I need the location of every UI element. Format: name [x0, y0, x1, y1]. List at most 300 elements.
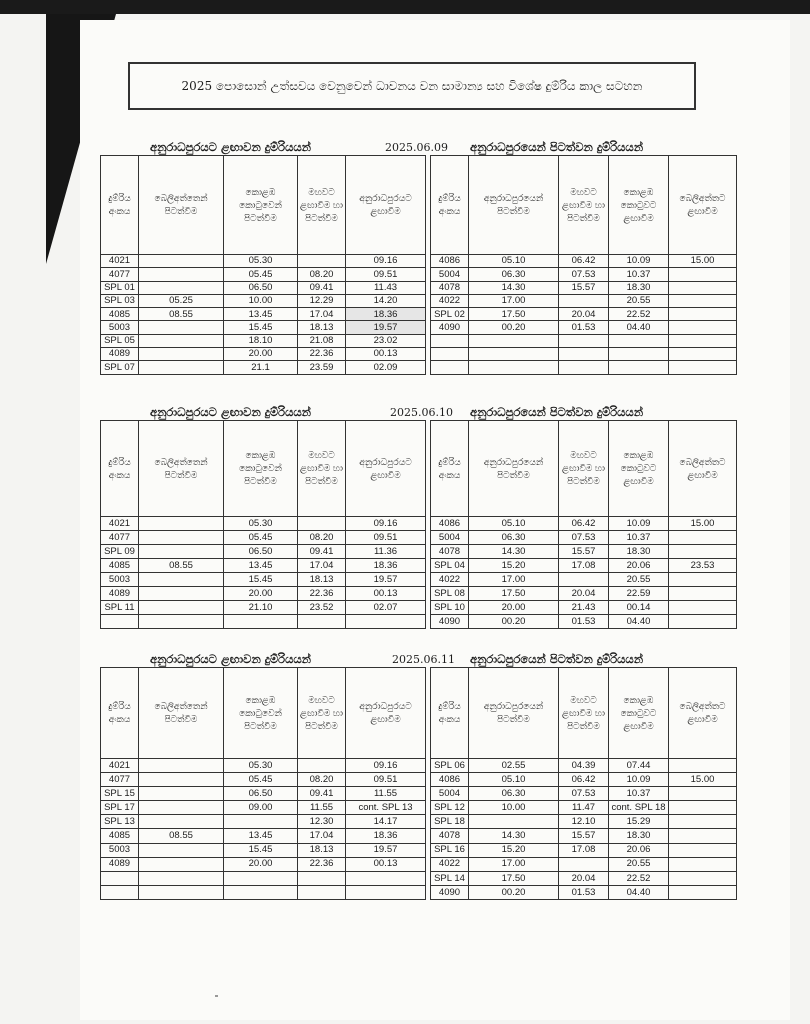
time-cell: 06.42	[559, 517, 609, 531]
time-cell	[139, 885, 224, 899]
time-cell	[298, 885, 346, 899]
time-cell: 04.40	[609, 885, 669, 899]
time-cell: 18.36	[346, 559, 426, 573]
time-cell	[298, 517, 346, 531]
time-cell	[669, 871, 737, 885]
time-cell: 07.53	[559, 531, 609, 545]
table-row	[101, 361, 426, 374]
time-cell: 09.16	[346, 759, 426, 773]
time-cell: 06.50	[224, 545, 298, 559]
time-cell	[669, 294, 737, 307]
time-cell: 23.59	[298, 361, 346, 374]
time-cell	[139, 321, 224, 334]
time-cell: 20.06	[609, 559, 669, 573]
time-cell: 15.00	[669, 773, 737, 787]
time-cell	[669, 615, 737, 629]
table-row	[431, 361, 737, 374]
time-cell: 17.00	[469, 294, 559, 307]
time-cell: 05.10	[469, 517, 559, 531]
table-row	[431, 255, 737, 268]
train-number-cell: 4089	[101, 348, 139, 361]
arrive-header-cell: දුම්රිය අංකය	[101, 668, 139, 759]
time-cell: 09.41	[298, 787, 346, 801]
time-cell: 20.00	[224, 587, 298, 601]
train-number-cell: SPL 14	[431, 871, 469, 885]
time-cell	[669, 321, 737, 334]
time-cell	[298, 255, 346, 268]
table-row	[101, 815, 426, 829]
train-number-cell: SPL 02	[431, 308, 469, 321]
train-number-cell: 5004	[431, 531, 469, 545]
train-number-cell: 4086	[431, 773, 469, 787]
time-cell: 14.20	[346, 294, 426, 307]
time-cell: 21.08	[298, 334, 346, 347]
table-row	[431, 268, 737, 281]
time-cell	[469, 815, 559, 829]
time-cell	[669, 815, 737, 829]
time-cell: 22.36	[298, 857, 346, 871]
depart-header-cell: කොළඹ කොටුවට ළඟාවීම	[609, 421, 669, 517]
time-cell: 21.43	[559, 601, 609, 615]
time-cell: 06.42	[559, 773, 609, 787]
table-row	[101, 587, 426, 601]
depart-header-cell: කොළඹ කොටුවට ළඟාවීම	[609, 156, 669, 255]
time-cell	[669, 587, 737, 601]
time-cell: 04.40	[609, 615, 669, 629]
time-cell	[669, 308, 737, 321]
arrive-header-cell: බෙලිඅත්තෙන් පිටත්වීම	[139, 421, 224, 517]
time-cell: 20.55	[609, 294, 669, 307]
time-cell	[139, 255, 224, 268]
time-cell: 07.44	[609, 759, 669, 773]
time-cell: 11.55	[346, 787, 426, 801]
time-cell: 00.20	[469, 321, 559, 334]
depart-header-cell: බෙලිඅත්තට ළඟාවීම	[669, 156, 737, 255]
train-number-cell: SPL 16	[431, 843, 469, 857]
time-cell	[139, 787, 224, 801]
time-cell: 10.37	[609, 268, 669, 281]
time-cell	[559, 361, 609, 374]
time-cell	[139, 587, 224, 601]
table-row	[101, 334, 426, 347]
time-cell	[559, 348, 609, 361]
time-cell: 10.37	[609, 531, 669, 545]
time-cell: 20.00	[224, 857, 298, 871]
table-row	[431, 773, 737, 787]
table-row	[431, 281, 737, 294]
time-cell: 02.09	[346, 361, 426, 374]
train-number-cell: 4090	[431, 615, 469, 629]
depart-header-cell: මහවට ළඟාවීම හා පිටත්වීම	[559, 421, 609, 517]
train-number-cell: 4086	[431, 517, 469, 531]
arrive-header-cell: මහවට ළඟාවීම හා පිටත්වීම	[298, 668, 346, 759]
time-cell: 04.39	[559, 759, 609, 773]
time-cell: 08.55	[139, 308, 224, 321]
time-cell	[609, 361, 669, 374]
time-cell: 20.04	[559, 871, 609, 885]
time-cell: 05.45	[224, 773, 298, 787]
table-row	[101, 531, 426, 545]
time-cell: 15.20	[469, 843, 559, 857]
time-cell	[669, 829, 737, 843]
table-row	[101, 885, 426, 899]
depart-table-2025.06.10	[430, 420, 737, 629]
train-number-cell	[431, 361, 469, 374]
time-cell	[224, 871, 298, 885]
time-cell: 15.45	[224, 843, 298, 857]
time-cell: 12.30	[298, 815, 346, 829]
train-number-cell: 4086	[431, 255, 469, 268]
time-cell: 08.20	[298, 531, 346, 545]
table-row	[101, 871, 426, 885]
time-cell: 17.08	[559, 843, 609, 857]
time-cell: 10.09	[609, 517, 669, 531]
time-cell: 15.29	[609, 815, 669, 829]
train-number-cell: 5003	[101, 321, 139, 334]
time-cell: 20.55	[609, 573, 669, 587]
time-cell	[669, 801, 737, 815]
time-cell	[669, 334, 737, 347]
arrive-header-cell: කොළඹ කොටුවෙන් පිටත්වීම	[224, 156, 298, 255]
arrive-header-cell: බෙලිඅත්තෙන් පිටත්වීම	[139, 668, 224, 759]
time-cell: 17.04	[298, 829, 346, 843]
table-row	[431, 334, 737, 347]
time-cell: 17.50	[469, 308, 559, 321]
time-cell	[669, 787, 737, 801]
arrive-header-cell: බෙලිඅත්තෙන් පිටත්වීම	[139, 156, 224, 255]
time-cell: 20.04	[559, 587, 609, 601]
time-cell: 05.25	[139, 294, 224, 307]
time-cell: 22.36	[298, 587, 346, 601]
table-row	[431, 545, 737, 559]
arrive-table-2025.06.11	[100, 667, 426, 900]
time-cell	[669, 843, 737, 857]
time-cell	[139, 334, 224, 347]
time-cell: 00.20	[469, 885, 559, 899]
train-number-cell: 5003	[101, 573, 139, 587]
train-number-cell: 4089	[101, 587, 139, 601]
time-cell: 20.55	[609, 857, 669, 871]
time-cell: 05.45	[224, 268, 298, 281]
time-cell: 17.00	[469, 573, 559, 587]
time-cell	[298, 871, 346, 885]
time-cell: 06.30	[469, 268, 559, 281]
depart-header-cell: මහවට ළඟාවීම හා පිටත්වීම	[559, 668, 609, 759]
time-cell: 10.09	[609, 255, 669, 268]
train-number-cell: 4078	[431, 545, 469, 559]
arrive-header-cell: අනුරාධපුරයට ළඟාවීම	[346, 668, 426, 759]
train-number-cell: 5004	[431, 268, 469, 281]
table-row	[431, 587, 737, 601]
time-cell	[139, 531, 224, 545]
table-row	[431, 294, 737, 307]
time-cell	[298, 759, 346, 773]
table-row	[101, 829, 426, 843]
table-row	[101, 281, 426, 294]
train-number-cell: 5004	[431, 787, 469, 801]
time-cell	[609, 348, 669, 361]
time-cell: 23.53	[669, 559, 737, 573]
time-cell: 15.57	[559, 545, 609, 559]
depart-heading: අනුරාධපුරයෙන් පිටත්වන දුම්රියයන්	[470, 405, 644, 419]
train-number-cell: 4077	[101, 268, 139, 281]
time-cell: 08.20	[298, 773, 346, 787]
train-number-cell: SPL 18	[431, 815, 469, 829]
train-number-cell: SPL 03	[101, 294, 139, 307]
time-cell	[669, 348, 737, 361]
time-cell: 13.45	[224, 829, 298, 843]
time-cell: 15.20	[469, 559, 559, 573]
table-row	[431, 615, 737, 629]
time-cell: 11.47	[559, 801, 609, 815]
time-cell: 13.45	[224, 559, 298, 573]
time-cell: 11.36	[346, 545, 426, 559]
time-cell	[669, 857, 737, 871]
train-number-cell: 4078	[431, 281, 469, 294]
time-cell	[609, 334, 669, 347]
time-cell: 17.08	[559, 559, 609, 573]
table-row	[431, 321, 737, 334]
time-cell: 22.52	[609, 308, 669, 321]
train-number-cell: SPL 17	[101, 801, 139, 815]
time-cell: 09.16	[346, 255, 426, 268]
time-cell	[669, 885, 737, 899]
depart-header-cell: අනුරාධපුරයෙන් පිටත්වීම	[469, 668, 559, 759]
table-row	[101, 255, 426, 268]
depart-header-cell: කොළඹ කොටුවට ළඟාවීම	[609, 668, 669, 759]
time-cell: 18.30	[609, 545, 669, 559]
time-cell	[669, 545, 737, 559]
train-number-cell: SPL 12	[431, 801, 469, 815]
table-row	[431, 573, 737, 587]
depart-table-2025.06.09	[430, 155, 737, 375]
time-cell: 14.30	[469, 545, 559, 559]
time-cell	[669, 268, 737, 281]
time-cell: 19.57	[346, 321, 426, 334]
time-cell: 21.10	[224, 601, 298, 615]
arrive-header-cell: දුම්රිය අංකය	[101, 421, 139, 517]
train-number-cell: 4085	[101, 559, 139, 573]
train-number-cell: 4021	[101, 255, 139, 268]
time-cell: 22.59	[609, 587, 669, 601]
time-cell	[346, 871, 426, 885]
table-row	[101, 348, 426, 361]
train-number-cell: SPL 04	[431, 559, 469, 573]
train-number-cell: 4090	[431, 321, 469, 334]
arrive-header-cell: කොළඹ කොටුවෙන් පිටත්වීම	[224, 421, 298, 517]
table-row	[101, 559, 426, 573]
time-cell: 09.16	[346, 517, 426, 531]
time-cell: 12.10	[559, 815, 609, 829]
time-cell	[224, 615, 298, 629]
table-row	[101, 545, 426, 559]
time-cell: 00.13	[346, 857, 426, 871]
time-cell: 10.00	[469, 801, 559, 815]
time-cell: 18.13	[298, 573, 346, 587]
table-row	[101, 843, 426, 857]
time-cell: 07.53	[559, 787, 609, 801]
time-cell	[669, 531, 737, 545]
table-row	[101, 517, 426, 531]
table-row	[101, 321, 426, 334]
arrive-table-2025.06.09	[100, 155, 426, 375]
arrive-header-cell: දුම්රිය අංකය	[101, 156, 139, 255]
table-row	[431, 829, 737, 843]
time-cell: 00.13	[346, 587, 426, 601]
train-number-cell	[101, 871, 139, 885]
time-cell: 20.06	[609, 843, 669, 857]
train-number-cell: SPL 11	[101, 601, 139, 615]
table-row	[101, 615, 426, 629]
train-number-cell	[431, 334, 469, 347]
table-row	[431, 801, 737, 815]
arrive-heading: අනුරාධපුරයට ළඟාවන දුම්රියයන්	[150, 652, 311, 666]
time-cell: 14.17	[346, 815, 426, 829]
train-number-cell: 5003	[101, 843, 139, 857]
train-number-cell	[431, 348, 469, 361]
time-cell	[139, 759, 224, 773]
time-cell	[469, 361, 559, 374]
table-row	[431, 531, 737, 545]
time-cell: 17.04	[298, 308, 346, 321]
time-cell: 09.51	[346, 268, 426, 281]
time-cell: 13.45	[224, 308, 298, 321]
time-cell: 20.00	[224, 348, 298, 361]
time-cell: 15.45	[224, 321, 298, 334]
time-cell: 05.30	[224, 255, 298, 268]
depart-header-cell: අනුරාධපුරයෙන් පිටත්වීම	[469, 421, 559, 517]
time-cell: 19.57	[346, 843, 426, 857]
train-number-cell: SPL 05	[101, 334, 139, 347]
arrive-header-cell: අනුරාධපුරයට ළඟාවීම	[346, 421, 426, 517]
time-cell: 05.10	[469, 255, 559, 268]
arrive-table-2025.06.10	[100, 420, 426, 629]
time-cell: 02.07	[346, 601, 426, 615]
train-number-cell: SPL 08	[431, 587, 469, 601]
time-cell	[139, 573, 224, 587]
train-number-cell: SPL 15	[101, 787, 139, 801]
table-row	[101, 801, 426, 815]
table-row	[431, 815, 737, 829]
time-cell	[139, 268, 224, 281]
train-number-cell: 4085	[101, 308, 139, 321]
time-cell: 09.41	[298, 281, 346, 294]
time-cell: 07.53	[559, 268, 609, 281]
time-cell: 09.51	[346, 773, 426, 787]
time-cell: 08.20	[298, 268, 346, 281]
time-cell: 11.55	[298, 801, 346, 815]
time-cell: 18.10	[224, 334, 298, 347]
time-cell	[139, 545, 224, 559]
time-cell	[559, 334, 609, 347]
time-cell	[669, 361, 737, 374]
time-cell	[346, 885, 426, 899]
table-row	[101, 601, 426, 615]
table-row	[101, 857, 426, 871]
table-row	[431, 787, 737, 801]
time-cell: 23.02	[346, 334, 426, 347]
document-title: 2025 පොසොන් උත්සවය වෙනුවෙන් ධාවනය වන සාමාන්‍ය සහ විශේෂ දුම්රිය කාල සටහන	[128, 62, 696, 110]
time-cell	[139, 843, 224, 857]
time-cell: 15.00	[669, 255, 737, 268]
time-cell: 18.13	[298, 843, 346, 857]
time-cell	[469, 334, 559, 347]
time-cell: 05.30	[224, 517, 298, 531]
top-scan-edge	[0, 0, 810, 14]
time-cell: 22.52	[609, 871, 669, 885]
depart-header-cell: දුම්රිය අංකය	[431, 668, 469, 759]
time-cell: 14.30	[469, 281, 559, 294]
train-number-cell: SPL 07	[101, 361, 139, 374]
train-number-cell	[101, 885, 139, 899]
arrive-header-cell: මහවට ළඟාවීම හා පිටත්වීම	[298, 156, 346, 255]
arrive-heading: අනුරාධපුරයට ළඟාවන දුම්රියයන්	[150, 405, 311, 419]
depart-header-cell: දුම්රිය අංකය	[431, 156, 469, 255]
time-cell: 09.51	[346, 531, 426, 545]
time-cell: 21.1	[224, 361, 298, 374]
table-row	[431, 308, 737, 321]
time-cell: cont. SPL 18	[609, 801, 669, 815]
time-cell: 08.55	[139, 559, 224, 573]
time-cell	[139, 871, 224, 885]
table-row	[101, 294, 426, 307]
time-cell	[139, 773, 224, 787]
depart-header-cell: බෙලිඅත්තට ළඟාවීම	[669, 668, 737, 759]
train-number-cell: SPL 09	[101, 545, 139, 559]
time-cell: 12.29	[298, 294, 346, 307]
train-number-cell: 4022	[431, 294, 469, 307]
time-cell	[669, 601, 737, 615]
time-cell: 10.37	[609, 787, 669, 801]
arrive-header-cell: කොළඹ කොටුවෙන් පිටත්වීම	[224, 668, 298, 759]
depart-header-cell: බෙලිඅත්තට ළඟාවීම	[669, 421, 737, 517]
time-cell	[139, 801, 224, 815]
time-cell	[559, 573, 609, 587]
time-cell: 02.55	[469, 759, 559, 773]
depart-table-2025.06.11	[430, 667, 737, 900]
arrive-heading: අනුරාධපුරයට ළඟාවන දුම්රියයන්	[150, 140, 311, 154]
time-cell: 06.30	[469, 787, 559, 801]
train-number-cell: 4089	[101, 857, 139, 871]
train-number-cell	[101, 615, 139, 629]
time-cell: 05.10	[469, 773, 559, 787]
train-number-cell: SPL 10	[431, 601, 469, 615]
schedule-date: 2025.06.10	[390, 406, 453, 419]
train-number-cell: 4085	[101, 829, 139, 843]
train-number-cell: 4077	[101, 531, 139, 545]
time-cell	[139, 815, 224, 829]
time-cell: 01.53	[559, 321, 609, 334]
table-row	[101, 573, 426, 587]
speck	[215, 995, 218, 997]
time-cell: 22.36	[298, 348, 346, 361]
time-cell: 06.42	[559, 255, 609, 268]
time-cell	[559, 294, 609, 307]
time-cell: 06.30	[469, 531, 559, 545]
time-cell: 01.53	[559, 885, 609, 899]
time-cell	[669, 281, 737, 294]
time-cell: 18.36	[346, 308, 426, 321]
arrive-header-cell: අනුරාධපුරයට ළඟාවීම	[346, 156, 426, 255]
time-cell: 15.57	[559, 829, 609, 843]
time-cell	[298, 615, 346, 629]
time-cell: 17.00	[469, 857, 559, 871]
train-number-cell: 4021	[101, 759, 139, 773]
time-cell: 09.00	[224, 801, 298, 815]
time-cell: cont. SPL 13	[346, 801, 426, 815]
time-cell: 15.00	[669, 517, 737, 531]
time-cell	[139, 348, 224, 361]
